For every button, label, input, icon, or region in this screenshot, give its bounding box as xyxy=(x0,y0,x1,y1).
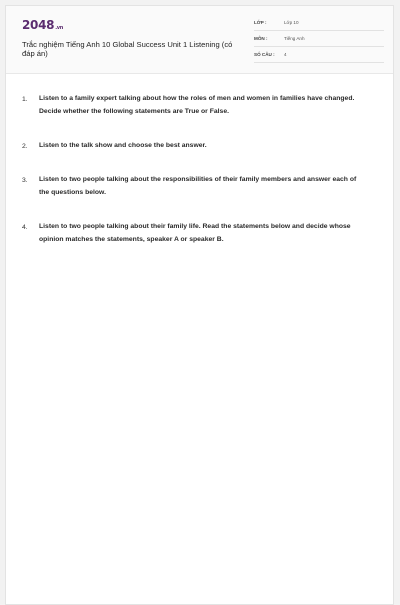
meta-row-class xyxy=(254,17,384,31)
question-number: 2. xyxy=(22,143,28,150)
question-text: Listen to a family expert talking about how the roles of men and women in families have changed. Decide whether the following statements are True or False. xyxy=(39,95,355,115)
meta-row-count xyxy=(254,49,384,63)
question-text: Listen to the talk show and choose the best answer. xyxy=(39,142,207,149)
meta-value-class: Lớp 10 xyxy=(284,20,299,25)
question-number: 3. xyxy=(22,177,28,184)
meta-row-subject xyxy=(254,33,384,47)
meta-key-class: LỚP : xyxy=(254,20,267,25)
meta-key-count: SỐ CÂU : xyxy=(254,52,275,57)
document-title: Trắc nghiệm Tiếng Anh 10 Global Success Unit 1 Listening (có đáp án) xyxy=(22,40,233,58)
logo-suffix-text: .vn xyxy=(55,25,64,31)
question-text: Listen to two people talking about their family life. Read the statements below and decide whose opinion matches the statements, speaker A or speaker B. xyxy=(39,223,351,243)
document-meta xyxy=(254,17,384,65)
meta-key-subject: MÔN : xyxy=(254,36,268,41)
logo-main-text: 2048 xyxy=(22,18,55,32)
question-text: Listen to two people talking about the responsibilities of their family members and answer each of the questions below. xyxy=(39,176,357,196)
site-logo[interactable] xyxy=(22,18,63,32)
document-page xyxy=(5,5,394,605)
question-number: 1. xyxy=(22,96,28,103)
meta-value-count: 4 xyxy=(284,52,287,57)
question-number: 4. xyxy=(22,224,28,231)
meta-value-subject: Tiếng Anh xyxy=(284,36,305,41)
document-header xyxy=(6,6,393,74)
